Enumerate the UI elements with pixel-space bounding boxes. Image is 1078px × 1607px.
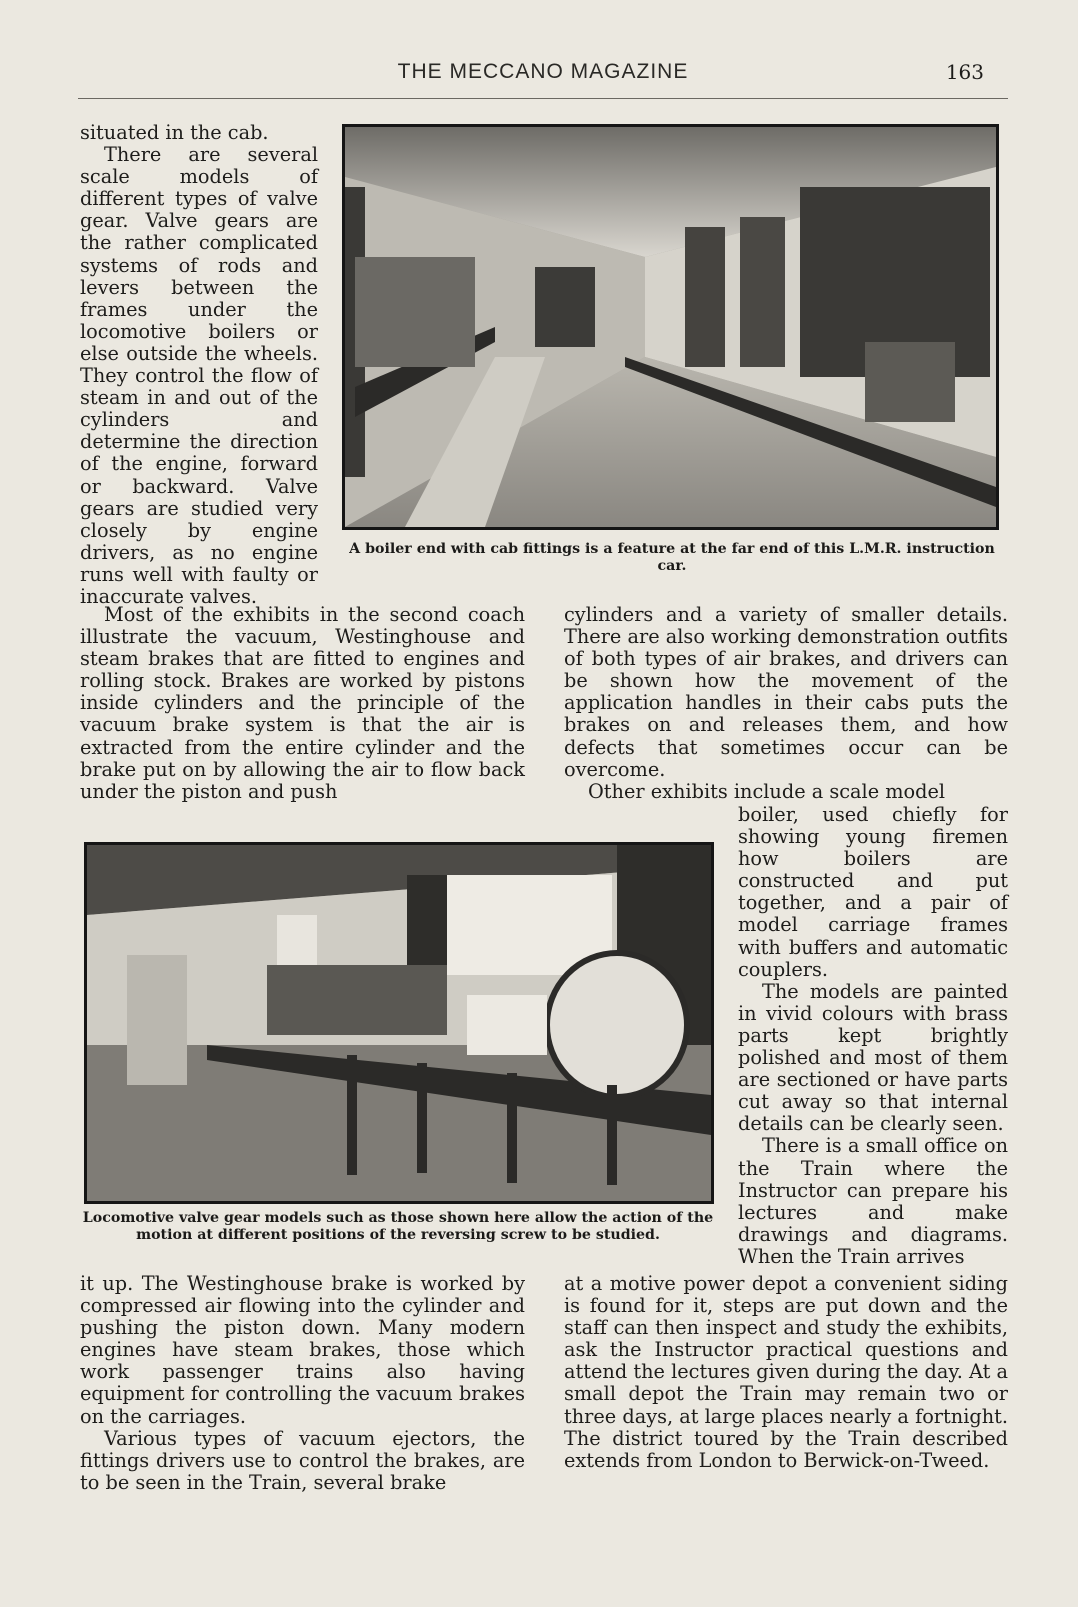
instruction-car-photo	[342, 124, 999, 530]
paragraph: There are several scale models of different types of valve gear. Valve gears are the rather complicated systems of rods and levers between the frames under the locomotive boilers or else outside the wheels. They control the flow of steam in and out of the cylinders and determine the direction of the engine, forward or backward. Valve gears are studied very closely by engine drivers, as no engine runs well with faulty or inaccurate valves.	[80, 143, 318, 608]
column-left-mid	[80, 604, 525, 803]
paragraph: cylinders and a variety of smaller details. There are also working demonstration outfits of both types of air brakes, and drivers can be shown how the movement of the application handles in their cabs puts the brakes on and releases them, and how defects that sometimes occur can be overcome.	[564, 603, 1008, 781]
paragraph: Various types of vacuum ejectors, the fittings drivers use to control the brakes, are to be seen in the Train, several brake	[80, 1426, 525, 1494]
paragraph: There is a small office on the Train where the Instructor can prepare his lectures and make drawings and diagrams. When the Train arrives	[738, 1134, 1008, 1268]
column-left-bottom	[80, 1273, 525, 1494]
photo-caption-top: A boiler end with cab fittings is a feature at the far end of this L.M.R. instruction car.	[349, 541, 995, 574]
column-left-top	[80, 122, 318, 608]
running-title: THE MECCANO MAGAZINE	[397, 60, 689, 83]
paragraph: The models are painted in vivid colours with brass parts kept brightly polished and most of them are sectioned or have parts cut away so that internal details can be clearly seen.	[738, 979, 1008, 1136]
paragraph: at a motive power depot a convenient siding is found for it, steps are put down and the staff can then inspect and study the exhibits, ask the Instructor practical questions and attend the lectures given during the day. At a small depot the Train may remain two or three days, at large places nearly a fortnight. The district toured by the Train described extends from London to Berwick-on-Tweed.	[564, 1272, 1008, 1472]
column-right-bottom	[564, 1273, 1008, 1472]
page-header	[78, 60, 1008, 90]
valve-gear-models-photo	[84, 842, 714, 1204]
photo-caption-bottom: Locomotive valve gear models such as those shown here allow the action of the motion at different positions of the reversing screw to be studied.	[82, 1210, 714, 1243]
header-rule	[78, 98, 1008, 99]
paragraph: situated in the cab.	[80, 121, 269, 144]
paragraph: Other exhibits include a scale model	[588, 779, 946, 803]
paragraph: boiler, used chiefly for showing young firemen how boilers are constructed and put together, and a pair of model carriage frames with buffers and automatic couplers.	[738, 803, 1008, 981]
column-right-narrow	[738, 804, 1008, 1268]
paragraph: it up. The Westinghouse brake is worked by compressed air flowing into the cylinder and pushing the piston down. Many modern engines have steam brakes, those which work passenger trains also having equipment for controlling the vacuum brakes on the carriages.	[80, 1272, 525, 1428]
page-number: 163	[945, 60, 984, 84]
column-right-mid	[564, 604, 1008, 803]
paragraph: Most of the exhibits in the second coach illustrate the vacuum, Westinghouse and steam brakes that are fitted to engines and rolling stock. Brakes are worked by pistons inside cylinders and the principle of the vacuum brake system is that the air is extracted from the entire cylinder and the brake put on by allowing the air to flow back under the piston and push	[80, 603, 525, 803]
